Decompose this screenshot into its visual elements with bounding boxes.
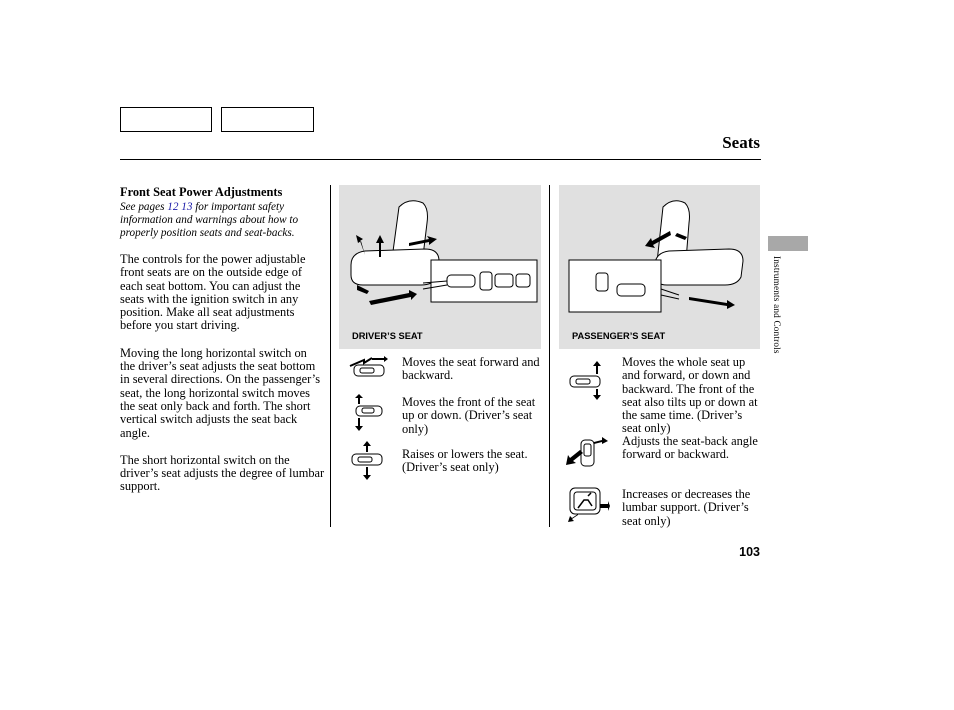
seat-forward-back-switch-icon <box>348 356 388 384</box>
passenger-seat-caption: PASSENGER’S SEAT <box>572 331 666 341</box>
passenger-seat-icon <box>559 185 760 349</box>
driver-seat-caption: DRIVER’S SEAT <box>352 331 423 341</box>
lumbar-support-switch-icon <box>564 486 610 522</box>
left-column <box>120 185 325 494</box>
driver-item-1-text: Moves the seat forward and backward. <box>402 355 540 383</box>
ref-suffix: for important safety information and warnings about how to properly position seats and seat-backs. <box>120 201 299 239</box>
nav-box-1[interactable] <box>120 107 212 132</box>
title-rule <box>120 159 761 160</box>
section-heading: Front Seat Power Adjustments <box>120 185 283 199</box>
safety-reference <box>120 201 325 240</box>
seat-front-tilt-switch-icon <box>348 394 388 434</box>
paragraph-3: The short horizontal switch on the driver’s seat adjusts the degree of lumbar support. <box>120 452 325 494</box>
seat-whole-move-switch-icon <box>566 360 606 402</box>
section-tab[interactable] <box>768 236 808 251</box>
seatback-recline-switch-icon <box>564 434 610 470</box>
passenger-seat-illustration <box>559 185 760 349</box>
page-title: Seats <box>722 133 760 152</box>
nav-box-2[interactable] <box>221 107 314 132</box>
column-divider-2 <box>549 185 550 527</box>
driver-item-2-text: Moves the front of the seat up or down. (Driver’s seat only) <box>402 395 536 436</box>
paragraph-2: Moving the long horizontal switch on the driver’s seat adjusts the seat bottom in several directions. On the passenger’s seat, the long horizontal switch moves the seat only back and forth. The short vertical switch adjusts the seat back angle. <box>120 345 321 440</box>
driver-item-3-text: Raises or lowers the seat. (Driver’s seat only) <box>402 447 528 475</box>
page-number: 103 <box>739 545 760 559</box>
ref-prefix: See pages <box>120 201 168 213</box>
driver-seat-illustration <box>339 185 541 349</box>
page-link-12[interactable]: 12 <box>167 201 179 213</box>
page-link-13[interactable]: 13 <box>181 201 193 213</box>
passenger-item-1-text: Moves the whole seat up and forward, or down and backward. The front of the seat also tilts up or down at the same time. (Driver’s seat only) <box>622 355 758 436</box>
passenger-item-3-text: Increases or decreases the lumbar support. (Driver’s seat only) <box>622 487 751 528</box>
section-tab-label: Instruments and Controls <box>772 256 782 354</box>
passenger-item-2-text: Adjusts the seat-back angle forward or backward. <box>622 434 758 462</box>
seat-height-switch-icon <box>348 440 388 482</box>
column-divider-1 <box>330 185 331 527</box>
paragraph-1: The controls for the power adjustable front seats are on the outside edge of each seat bottom. You can adjust the seats with the ignition switch in any position. Make all seat adjustments before you start driving. <box>120 252 306 333</box>
driver-seat-icon <box>339 185 541 349</box>
